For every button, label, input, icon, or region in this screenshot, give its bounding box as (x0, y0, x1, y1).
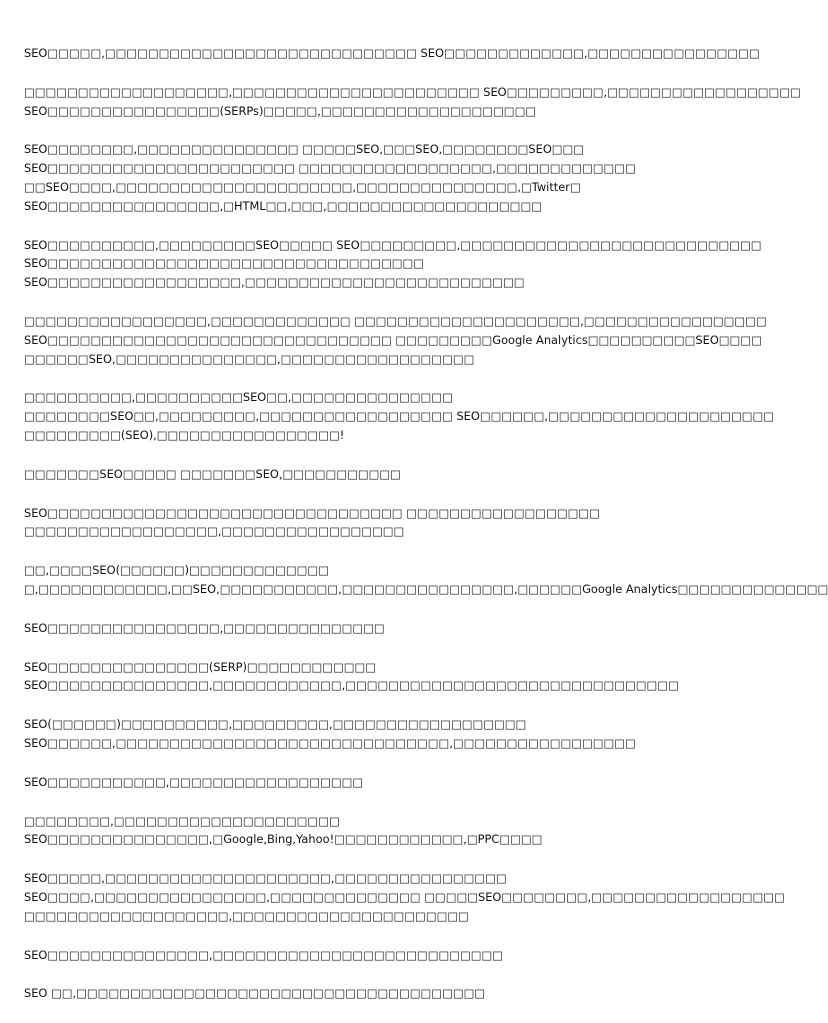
text-line: SEO□□□□□□□□□□,□□□□□□□□□SEO□□□□□ SEO□□□□□□□□□,□□□□□□□□□□□□□□□□□□□□□□□□□□□□ (24, 237, 762, 252)
text-line: SEO□□□□□□□□□□□□□□□(SERP)□□□□□□□□□□□□ (24, 659, 377, 674)
text-line: SEO□□□□□□□□□□□□□□□□,□HTML□□,□□□,□□□□□□□□□□□□□□□□□□□□ (24, 198, 542, 213)
paragraph (24, 140, 704, 215)
document-body (24, 44, 828, 1023)
text-line: SEO□□□□□□□□□□□□□□□□□□□□□□□ □□□□□□□□□□□□□□□□□□,□□□□□□□□□□□□□ (24, 161, 636, 176)
text-line: SEO□□□□□□□□□□□□□□□,□□□□□□□□□□□□□□□□□□□□□□□□□□□ (24, 947, 504, 962)
text-line: SEO □□,□□□□□□□□□□□□□□□□□□□□□□□□□□□□□□□□□□□□□□ (24, 986, 486, 1001)
paragraph (24, 561, 828, 599)
paragraph (24, 658, 704, 696)
paragraph (24, 504, 704, 542)
text-line: SEO□□□□□,□□□□□□□□□□□□□□□□□□□□□□□□□□□□□ SEO□□□□□□□□□□□□□,□□□□□□□□□□□□□□□□ (24, 46, 760, 60)
text-line: SEO□□□□□□□□□□□□□□□,□□□□□□□□□□□□,□□□□□□□□□□□□□□□□□□□□□□□□□□□□□□□ (24, 678, 679, 693)
text-line: SEO□□□□□□,□□□□□□□□□□□□□□□□□□□□□□□□□□□□□□□,□□□□□□□□□□□□□□□□□ (24, 735, 636, 750)
text-line: □□□□□□□□□□□□□□□□□□□,□□□□□□□□□□□□□□□□□□□□□□ (24, 908, 469, 923)
text-line: □□,□□□□SEO(□□□□□□)□□□□□□□□□□□□□ (24, 563, 329, 578)
text-line: □□□□□□SEO,□□□□□□□□□□□□□□□,□□□□□□□□□□□□□□□□□□ (24, 351, 475, 366)
paragraph (24, 715, 704, 753)
paragraph (24, 773, 704, 792)
text-line: □□□□□□□□□(SEO),□□□□□□□□□□□□□□□□□! (24, 427, 345, 442)
paragraph (24, 312, 767, 368)
text-line: □□SEO□□□□,□□□□□□□□□□□□□□□□□□□□□□,□□□□□□□□□□□□□□□,□Twitter□ (24, 179, 581, 194)
text-line: □□□□□□□□□□,□□□□□□□□□□SEO□□,□□□□□□□□□□□□□□□ (24, 390, 453, 405)
paragraph (24, 812, 704, 850)
text-line: SEO□□□□□□□□□□□□□□□□□□□□□□□□□□□□□□□□□ □□□□□□□□□□□□□□□□□□ (24, 505, 600, 520)
paragraph (24, 83, 801, 121)
text-line: SEO□□□□□□□□□□□□□□□□□□□□□□□□□□□□□□□□ □□□□□□□□□Google Analytics□□□□□□□□□□SEO□□□□ (24, 332, 762, 347)
text-line: SEO(□□□□□□)□□□□□□□□□□,□□□□□□□□□,□□□□□□□□□□□□□□□□□□ (24, 717, 527, 732)
text-line: □□□□□□□□□□□□□□□□□□□,□□□□□□□□□□□□□□□□□□□□□□□ SEO□□□□□□□□□,□□□□□□□□□□□□□□□□□□ (24, 84, 801, 99)
text-line: SEO□□□□□□□□□□□□□□□□□□,□□□□□□□□□□□□□□□□□□□□□□□□□□ (24, 275, 525, 290)
paragraph (24, 236, 762, 292)
paragraph (24, 946, 704, 965)
paragraph (24, 388, 775, 444)
text-line: SEO□□□□□□□□,□□□□□□□□□□□□□□□ □□□□□SEO,□□□SEO,□□□□□□□□SEO□□□ (24, 142, 585, 157)
paragraph (24, 44, 760, 63)
paragraph (24, 869, 785, 925)
text-line: SEO□□□□□□□□□□□□□□□,□Google,Bing,Yahoo!□□□□□□□□□□□□,□PPC□□□□ (24, 832, 543, 847)
text-line: SEO□□□□□□□□□□□□□□□□□□□□□□□□□□□□□□□□□□□ (24, 256, 425, 271)
text-line: SEO□□□□□□□□□□□,□□□□□□□□□□□□□□□□□□ (24, 774, 364, 789)
text-line: SEO□□□□,□□□□□□□□□□□□□□□□,□□□□□□□□□□□□□□ □□□□□SEO□□□□□□□□,□□□□□□□□□□□□□□□□□□ (24, 889, 785, 904)
text-line: □□□□□□□SEO□□□□□ □□□□□□□SEO,□□□□□□□□□□□ (24, 466, 401, 481)
text-line: SEO□□□□□□□□□□□□□□□□,□□□□□□□□□□□□□□□ (24, 620, 385, 635)
text-line: □□□□□□□□,□□□□□□□□□□□□□□□□□□□□□ (24, 813, 340, 828)
text-line: SEO□□□□□,□□□□□□□□□□□□□□□□□□□□□,□□□□□□□□□□□□□□□□ (24, 871, 507, 886)
text-line: □□□□□□□□SEO□□,□□□□□□□□□,□□□□□□□□□□□□□□□□□□ SEO□□□□□□,□□□□□□□□□□□□□□□□□□□□□ (24, 409, 775, 424)
text-line: □,□□□□□□□□□□□□,□□SEO,□□□□□□□□□□□,□□□□□□□□□□□□□□□□,□□□□□□Google Analytics□□□□□□□□□□□□□□ (24, 581, 828, 596)
text-line: □□□□□□□□□□□□□□□□□□,□□□□□□□□□□□□□□□□□ (24, 524, 405, 539)
text-line: □□□□□□□□□□□□□□□□□,□□□□□□□□□□□□□ □□□□□□□□□□□□□□□□□□□□□,□□□□□□□□□□□□□□□□□ (24, 313, 767, 328)
paragraph (24, 984, 704, 1003)
text-line: SEO□□□□□□□□□□□□□□□□(SERPs)□□□□□,□□□□□□□□□□□□□□□□□□□□ (24, 103, 537, 118)
paragraph (24, 619, 704, 638)
paragraph (24, 465, 704, 484)
